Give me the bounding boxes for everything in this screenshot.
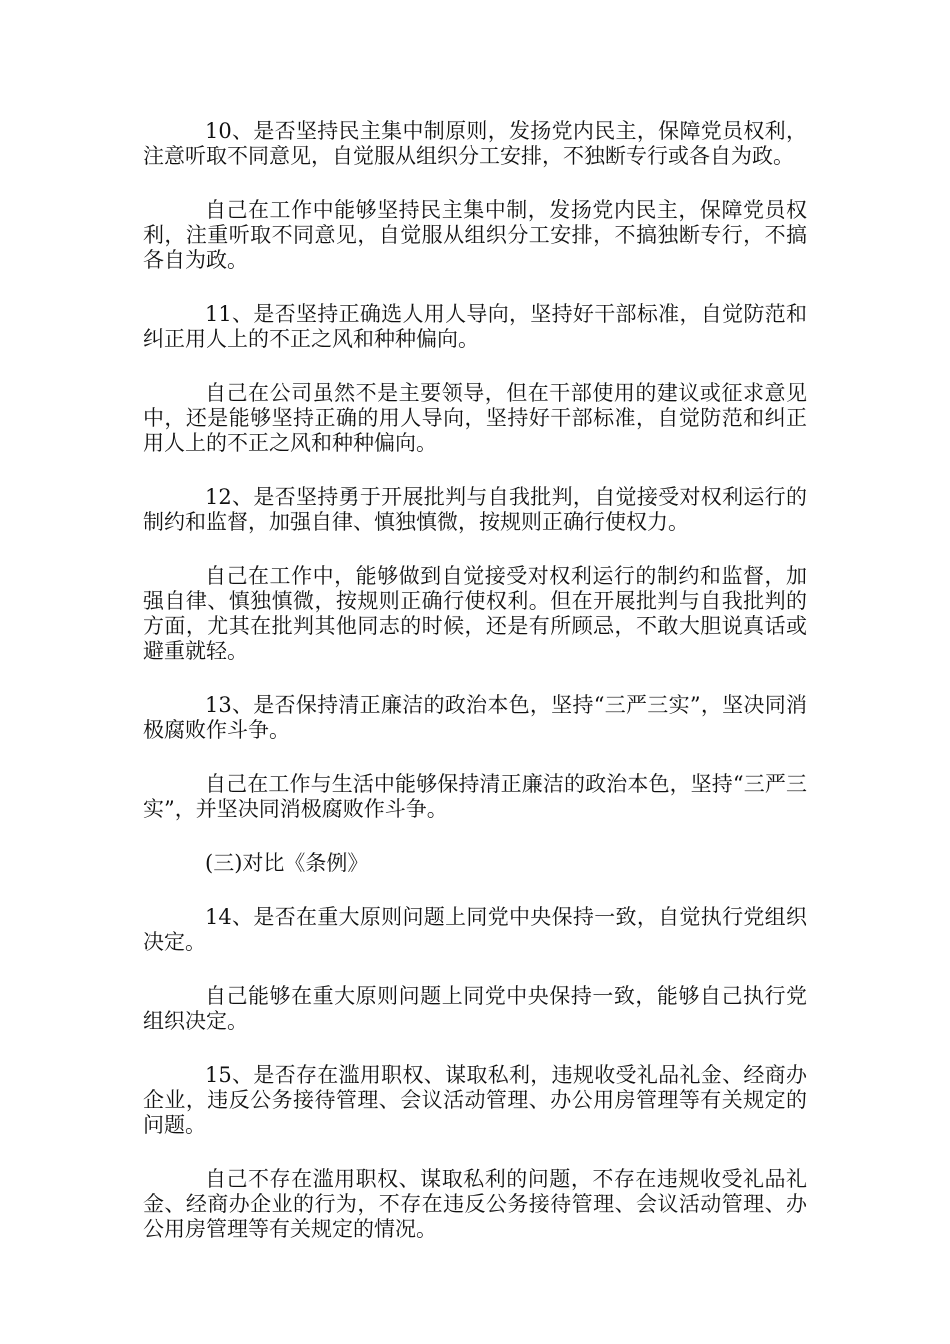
section-heading: (三)对比《条例》 xyxy=(205,851,369,875)
paragraph-answer-13: 自己在工作与生活中能够保持清正廉洁的政治本色，坚持“三严三实”，并坚决同消极腐败作斗争。 xyxy=(143,772,807,821)
paragraph-item-15: 15、是否存在滥用职权、谋取私利，违规收受礼品礼金、经商办企业，违反公务接待管理、会议活动管理、办公用房管理等有关规定的问题。 xyxy=(143,1063,807,1137)
paragraph-item-10: 10、是否坚持民主集中制原则，发扬党内民主，保障党员权利，注意听取不同意见，自觉服从组织分工安排，不独断专行或各自为政。 xyxy=(143,119,807,168)
paragraph-item-12: 12、是否坚持勇于开展批判与自我批判，自觉接受对权利运行的制约和监督，加强自律、慎独慎微，按规则正确行使权力。 xyxy=(143,485,807,534)
document-body xyxy=(143,119,807,1271)
paragraph-item-11: 11、是否坚持正确选人用人导向，坚持好干部标准，自觉防范和纠正用人上的不正之风和种种偏向。 xyxy=(143,302,807,351)
paragraph-answer-10: 自己在工作中能够坚持民主集中制，发扬党内民主，保障党员权利，注重听取不同意见，自觉服从组织分工安排，不搞独断专行，不搞各自为政。 xyxy=(143,198,807,272)
paragraph-answer-14: 自己能够在重大原则问题上同党中央保持一致，能够自己执行党组织决定。 xyxy=(143,984,807,1033)
paragraph-answer-12: 自己在工作中，能够做到自觉接受对权利运行的制约和监督，加强自律、慎独慎微，按规则正确行使权利。但在开展批判与自我批判的方面，尤其在批判其他同志的时候，还是有所顾忌，不敢大胆说真话或避重就轻。 xyxy=(143,564,807,663)
paragraph-item-14: 14、是否在重大原则问题上同党中央保持一致，自觉执行党组织决定。 xyxy=(143,905,807,954)
paragraph-answer-15: 自己不存在滥用职权、谋取私利的问题，不存在违规收受礼品礼金、经商办企业的行为，不存在违反公务接待管理、会议活动管理、办公用房管理等有关规定的情况。 xyxy=(143,1167,807,1241)
paragraph-answer-11: 自己在公司虽然不是主要领导，但在干部使用的建议或征求意见中，还是能够坚持正确的用人导向，坚持好干部标准，自觉防范和纠正用人上的不正之风和种种偏向。 xyxy=(143,381,807,455)
paragraph-item-13: 13、是否保持清正廉洁的政治本色，坚持“三严三实”，坚决同消极腐败作斗争。 xyxy=(143,693,807,742)
